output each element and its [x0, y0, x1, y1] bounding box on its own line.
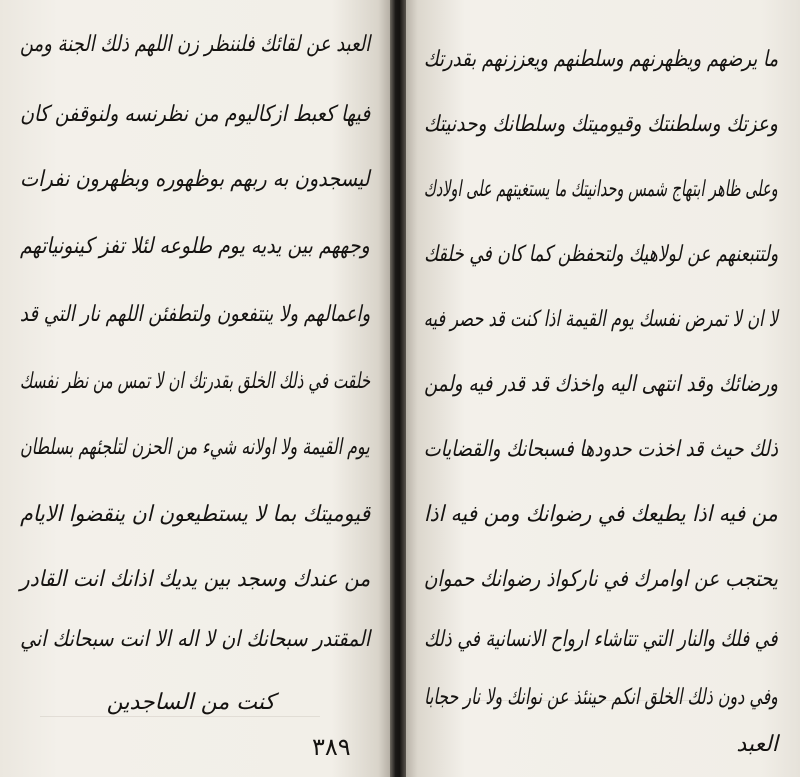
book-gutter [390, 0, 406, 777]
text-line: ذلك حيث قد اخذت حدودها فسبحانك والقضايات [423, 437, 778, 462]
text-line: لا ان لا تمرض نفسك يوم القيمة اذا كنت قد حصر فيه [423, 307, 778, 332]
text-line: يحتجب عن اوامرك في ناركواذ رضوانك حموان [423, 567, 778, 592]
text-line: من فيه اذا يطيعك في رضوانك ومن فيه اذا [424, 502, 778, 527]
left-page [0, 0, 390, 777]
page-number: ٣٨٩ [312, 733, 351, 761]
text-line: ورضائك وقد انتهى اليه واخذك قد قدر فيه ولمن [424, 372, 778, 397]
text-line: قيوميتك بما لا يستطيعون ان ينقضوا الايام [19, 502, 370, 527]
text-line: وجههم بين يديه يوم طلوعه لئلا تفز كينونياتهم [20, 234, 370, 259]
text-line: المقتدر سبحانك ان لا اله الا انت سبحانك اني [19, 627, 370, 652]
text-line: وعلى ظاهر ابتهاج شمس وحدانيتك ما يستغيتهم على اولادك [424, 177, 778, 202]
text-line: في فلك والنار التي تتاشاء ارواح الانسانية في ذلك [424, 627, 778, 652]
text-line: العبد عن لقائك فلننظر زن اللهم ذلك الجنة ومن [19, 32, 370, 57]
text-line: يوم القيمة ولا اولانه شيء من الحزن لتلجئهم بسلطان [20, 435, 370, 460]
text-line: ما يرضهم ويظهرنهم وسلطنهم ويعززنهم بقدرتك [423, 47, 778, 72]
text-line: فيها كعبط ازكاليوم من نظرنسه ولنوقفن كان [19, 102, 370, 127]
text-line: وعزتك وسلطنتك وقيوميتك وسلطانك وحدنيتك [424, 112, 778, 137]
text-line: كنت من الساجدين [106, 690, 275, 715]
text-line: وفي دون ذلك الخلق انكم حينئذ عن نوانك ولا نار حجابا [424, 685, 778, 710]
catchword: العبد [736, 732, 778, 757]
text-line: ليسجدون به ربهم بوظهوره وبظهرون نفرات [20, 167, 370, 192]
text-line: واعمالهم ولا ينتفعون ولتطفئن اللهم نار التي قد [19, 302, 370, 327]
right-page [406, 0, 800, 777]
text-line: ولتتبعنهم عن لولاهيك ولتحفظن كما كان في خلقك [423, 242, 778, 267]
text-line: خلقت في ذلك الخلق بقدرتك ان لا تمس من نظر نفسك [19, 369, 370, 394]
text-line: من عندك وسجد بين يديك اذانك انت القادر [19, 567, 370, 592]
